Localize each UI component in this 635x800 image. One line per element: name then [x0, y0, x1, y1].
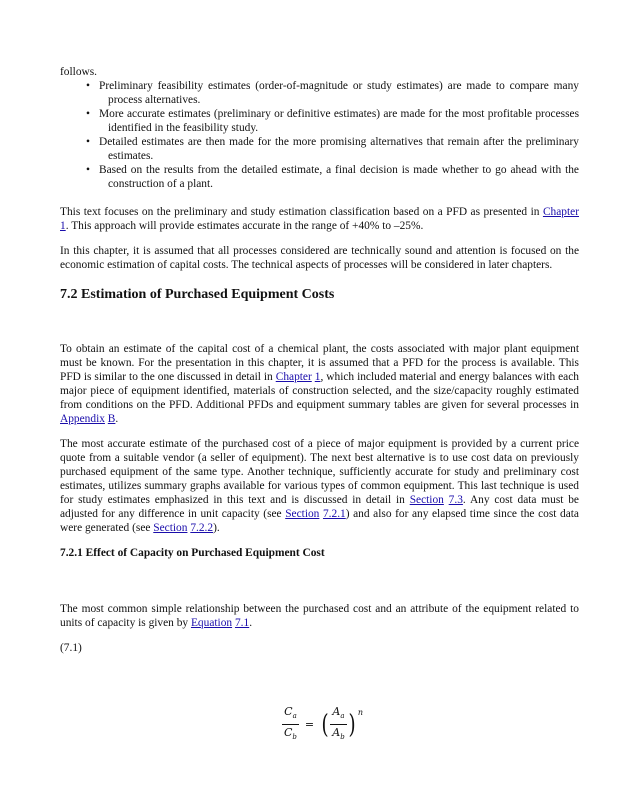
estimate-types-list — [60, 79, 579, 191]
paragraph-assumption: In this chapter, it is assumed that all processes considered are technically sound and attention is focused on the economic estimation of capital costs. The technical aspects of processes will be considered in later chapters. — [60, 245, 579, 271]
list-item — [60, 107, 579, 135]
paragraph-common-relationship: The most common simple relationship between the purchased cost and an attribute of the equipment related to units of capacity is given by Equation 7.1. — [60, 603, 579, 629]
chapter-link[interactable]: Chapter — [542, 206, 579, 218]
list-item — [60, 135, 579, 163]
chapter-link[interactable]: Chapter — [275, 371, 312, 383]
section-number-link[interactable]: 7.2.1 — [322, 508, 346, 520]
equation-link[interactable]: Equation — [190, 617, 233, 629]
section-heading: 7.2 Estimation of Purchased Equipment Costs — [60, 287, 335, 302]
appendix-link[interactable]: Appendix — [60, 413, 105, 425]
open-paren: ( — [321, 709, 329, 740]
paragraph-obtain-estimate: To obtain an estimate of the capital cost of a chemical plant, the costs associated with major plant equipment must be known. For the presentation in this chapter, it is assumed that a PFD for the process is available. This PFD is similar to the one discussed in detail in Chapter 1, which included material and energy balances with each major piece of equipment identified, materials of construction selected, and the size/capacity roughly estimated from conditions on the PFD. Additional PFDs and equipment summary tables are given for several processes in Appendix B. — [60, 343, 579, 425]
section-link[interactable]: Section — [153, 522, 188, 534]
close-paren: ) — [348, 709, 356, 740]
equals-sign: = — [304, 717, 315, 731]
list-item-text: Based on the results from the detailed estimate, a final decision is made whether to go ahead with the construction of a plant. — [99, 164, 579, 190]
bullet-icon: • — [86, 136, 90, 148]
section-number-link[interactable]: 7.2.2 — [190, 522, 214, 534]
equation-number-link[interactable]: 7.1 — [234, 617, 250, 629]
chapter-number-link[interactable]: 1 — [314, 371, 321, 383]
paragraph-most-accurate: The most accurate estimate of the purchased cost of a piece of major equipment is provided by a current price quote from a suitable vendor (a seller of equipment). The next best alternative is to use cost data on previously purchased equipment of the same type. Another technique, sufficiently accurate for study and preliminary cost estimates, utilizes summary graphs available for various types of common equipment. This last technique is used for study estimates emphasized in this text and is discussed in detail in Section 7.3. Any cost data must be adjusted for any difference in unit capacity (see Section 7.2.1) and also for any elapsed time since the cost data were generated (see Section 7.2.2). — [60, 438, 579, 534]
section-link[interactable]: Section — [285, 508, 320, 520]
chapter-number-link[interactable]: 1 — [60, 220, 66, 232]
section-link[interactable]: Section — [409, 494, 444, 506]
intro-lead: follows. — [60, 66, 98, 78]
list-item-text: More accurate estimates (preliminary or definitive estimates) are made for the most profitable processes identified in the feasibility study. — [99, 108, 579, 134]
list-item — [60, 163, 579, 191]
capacity-ratio-fraction: $\frac{A_a}{A_b}$ — [332, 705, 345, 742]
bullet-icon: • — [86, 108, 90, 120]
appendix-letter-link[interactable]: B — [107, 413, 116, 425]
capacity-cost-equation — [282, 705, 363, 744]
subsection-heading: 7.2.1 Effect of Capacity on Purchased Equipment Cost — [60, 547, 325, 559]
list-item — [60, 79, 579, 107]
page-content — [60, 65, 579, 655]
paragraph-focus: This text focuses on the preliminary and study estimation classification based on a PFD as presented in Chapter 1. This approach will provide estimates accurate in the range of +40% to –25%. — [60, 206, 579, 232]
equation-label: (7.1) — [60, 642, 82, 654]
list-item-text: Preliminary feasibility estimates (order-of-magnitude or study estimates) are made to compare many process alternatives. — [99, 80, 579, 106]
section-number-link[interactable]: 7.3 — [448, 494, 463, 506]
cost-ratio-fraction: $\frac{C_a}{C_b}$ — [284, 705, 297, 742]
list-item-text: Detailed estimates are then made for the more promising alternatives that remain after the preliminary estimates. — [99, 136, 579, 162]
bullet-icon: • — [86, 164, 90, 176]
bullet-icon: • — [86, 80, 90, 92]
cost-exponent: n — [357, 707, 364, 717]
